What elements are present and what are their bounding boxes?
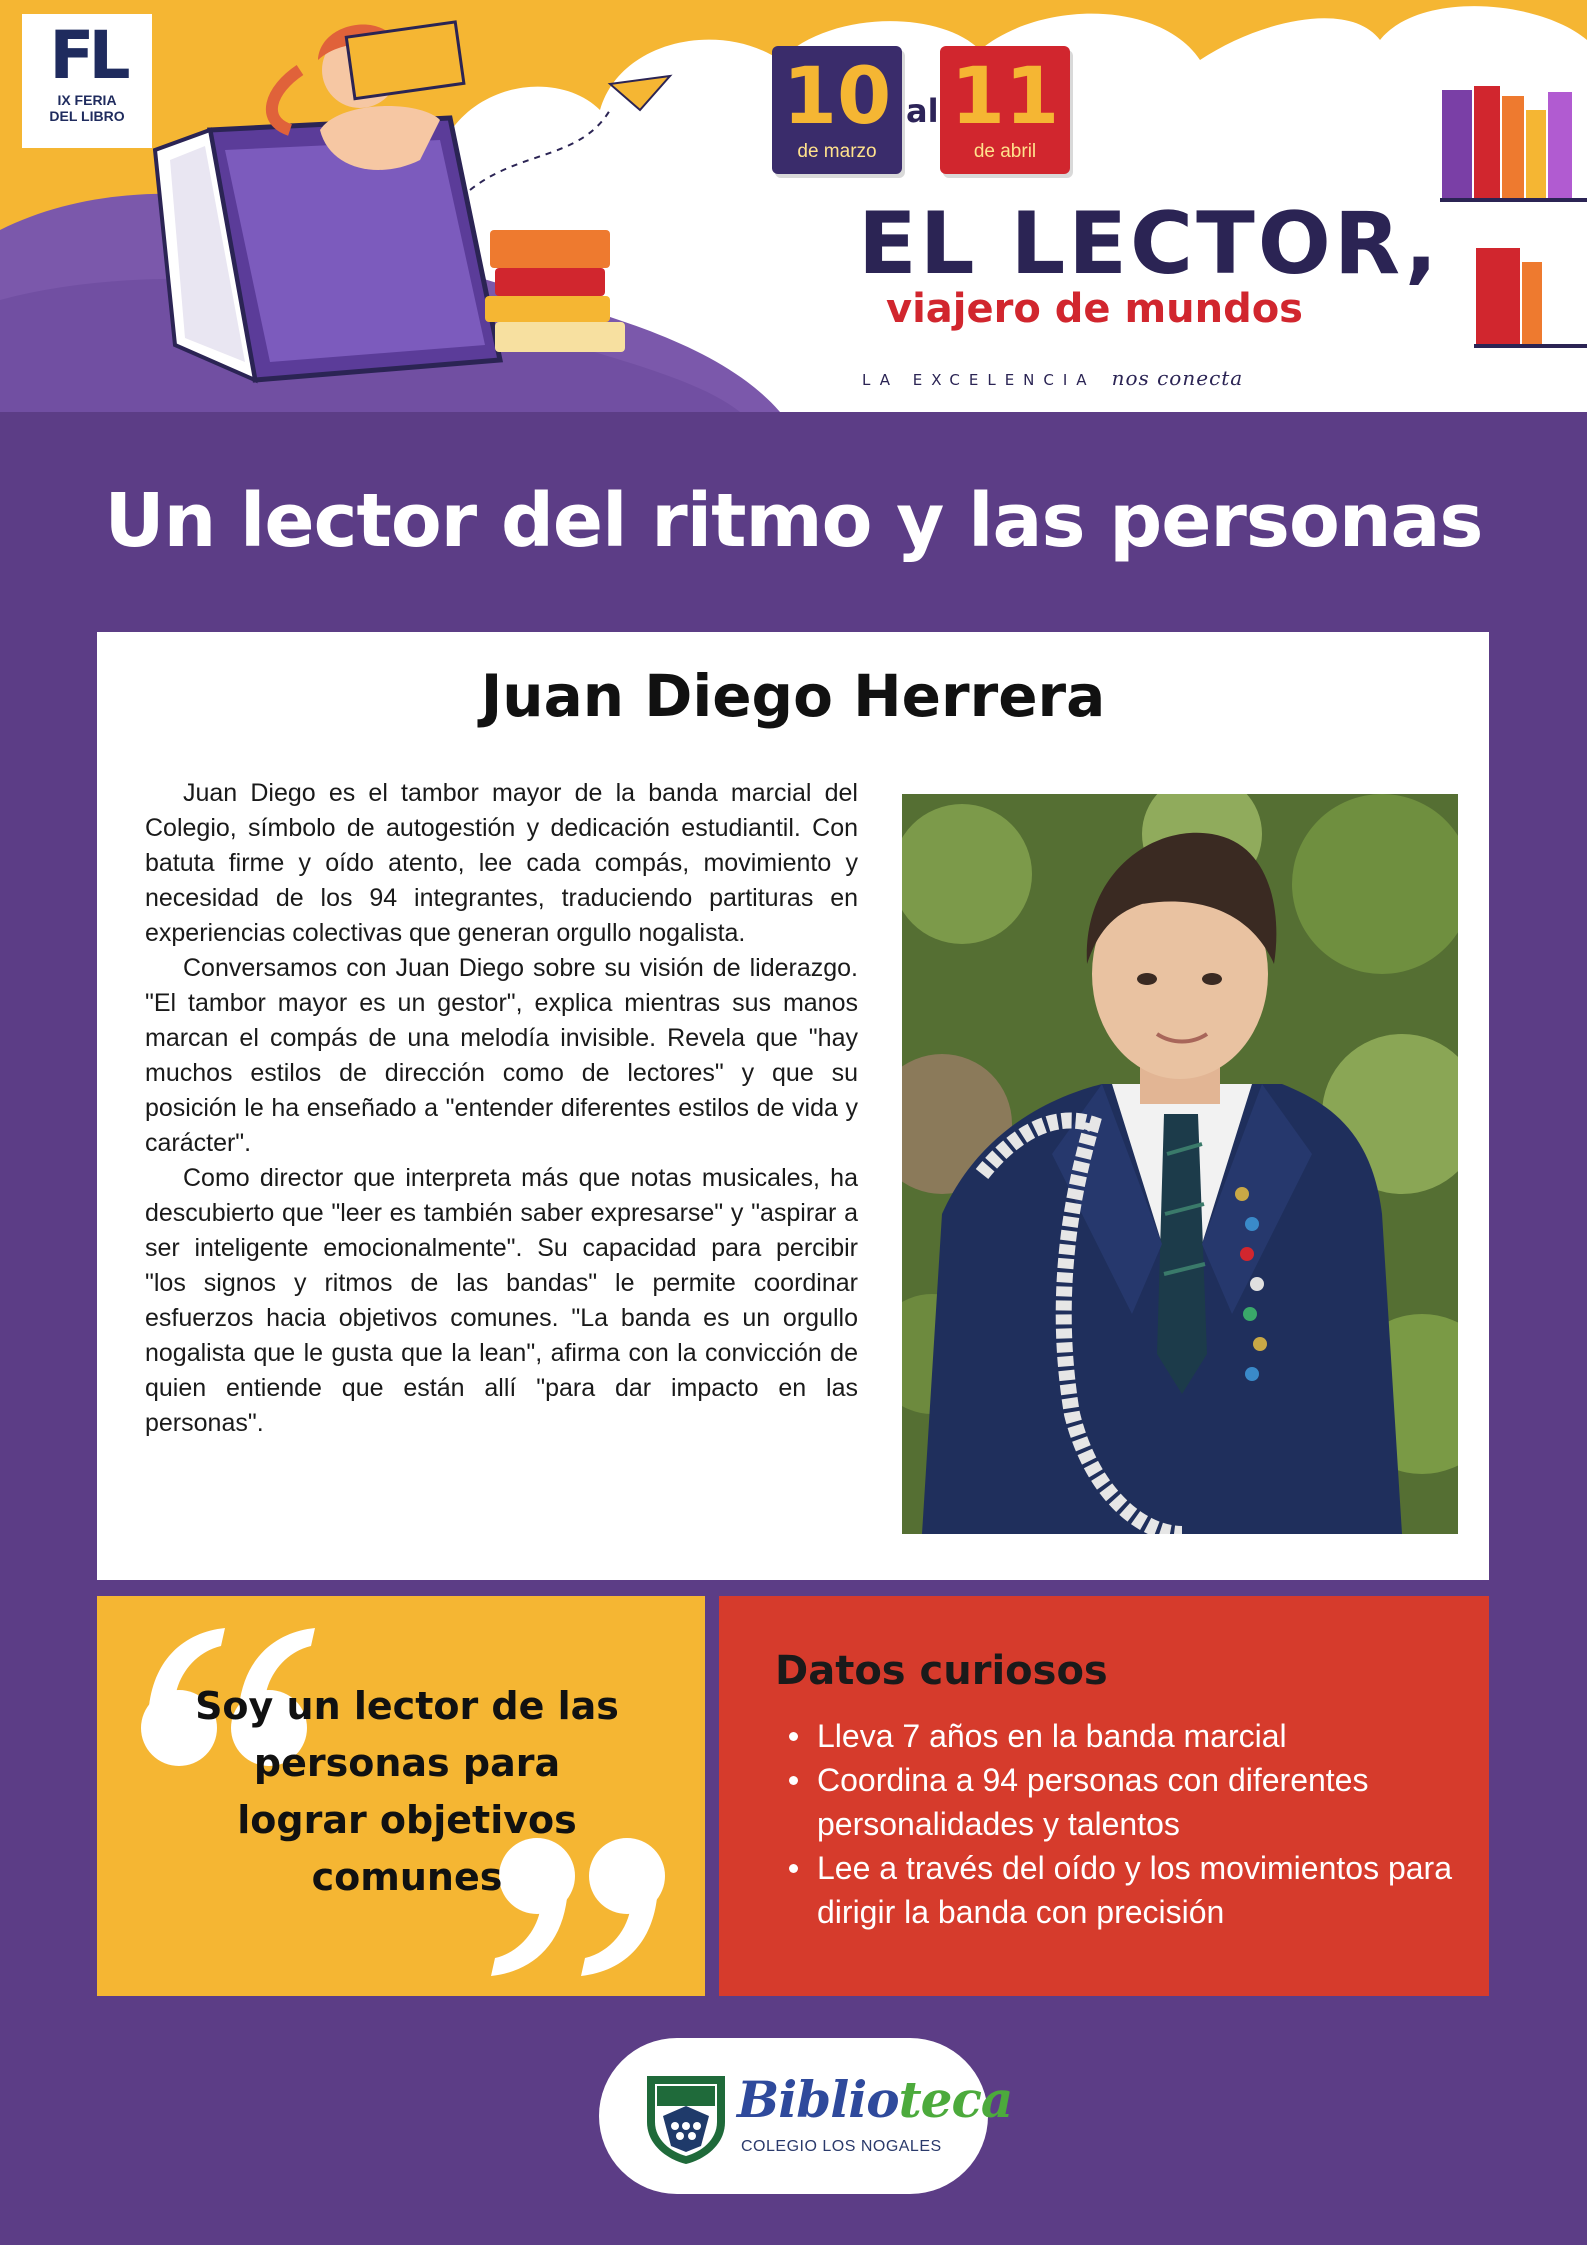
- fun-facts-box: [719, 1596, 1489, 1996]
- start-date-badge: [772, 46, 902, 174]
- quote-box: [97, 1596, 705, 1996]
- end-month: de abril: [973, 141, 1037, 162]
- profile-paragraph: Como director que interpreta más que notas musicales, ha descubierto que "leer es también saber expresarse" y "aspirar a ser inteligente emocionalmente". Su capacidad para percibir "los signos y ritmos de las bandas" le permite coordinar esfuerzos hacia objetivos comunes. "La banda es un orgullo nogalista que le gusta que la lean", afirma con la convicción de quien entiende que están allí "para dar impacto en las personas".: [145, 1164, 858, 1437]
- tagline-script: nos conecta: [1111, 366, 1244, 390]
- list-item: Coordina a 94 personas con diferentes personalidades y talentos: [775, 1758, 1465, 1846]
- start-month: de marzo: [797, 141, 877, 162]
- list-item: Lee a través del oído y los movimientos para dirigir la banda con precisión: [775, 1846, 1465, 1934]
- event-subtitle: viajero de mundos: [886, 286, 1303, 332]
- profile-paragraph: Juan Diego es el tambor mayor de la banda marcial del Colegio, símbolo de autogestión y dedicación estudiantil. Con batuta firme y oído atento, lee cada compás, movimiento y necesidad de los 94 integrantes, traduciendo partituras en experiencias colectivas que generan orgullo nogalista.: [145, 779, 858, 947]
- school-name: COLEGIO LOS NOGALES: [741, 2138, 942, 2155]
- library-logo: [599, 2038, 1013, 2194]
- profile-paragraph: Conversamos con Juan Diego sobre su visión de liderazgo. "El tambor mayor es un gestor", explica mientras sus manos marcan el compás de una melodía invisible. Revela que "hay muchos estilos de dirección como de lectores" y que su posición le ha enseñado a "entender diferentes estilos de vida y carácter".: [145, 954, 858, 1157]
- school-crest-icon: [643, 2072, 729, 2166]
- fair-logo-mark: FL: [49, 17, 125, 94]
- fun-facts-title: Datos curiosos: [775, 1648, 1108, 1694]
- quote-text: Soy un lector de las personas para lograr objetivos comunes: [195, 1684, 619, 1899]
- date-connector: al: [906, 92, 939, 130]
- profile-body: [145, 776, 858, 1441]
- profile-card: [97, 632, 1489, 1580]
- end-day: 11: [950, 52, 1060, 142]
- event-title: EL LECTOR,: [858, 194, 1441, 294]
- book-illustration: [155, 118, 500, 380]
- header-banner: [0, 0, 1587, 412]
- person-name: Juan Diego Herrera: [480, 662, 1106, 730]
- start-day: 10: [782, 52, 892, 142]
- tagline-main: LA EXCELENCIA: [862, 371, 1096, 389]
- library-name-part1: Biblio: [737, 2070, 899, 2129]
- stacked-books-illustration: [485, 230, 625, 352]
- end-date-badge: [940, 46, 1070, 174]
- library-name-part2: teca: [898, 2070, 1013, 2129]
- list-item: Lleva 7 años en la banda marcial: [775, 1714, 1465, 1758]
- tagline: [862, 366, 1243, 390]
- library-name: [737, 2070, 1012, 2129]
- fair-logo-text-1: IX FERIA: [57, 92, 117, 108]
- page-title: Un lector del ritmo y las personas: [104, 478, 1483, 564]
- fun-facts-list: [775, 1714, 1465, 1934]
- book-fair-logo: [22, 14, 152, 148]
- fair-logo-text-2: DEL LIBRO: [49, 108, 125, 124]
- student-portrait-photo: [902, 794, 1458, 1534]
